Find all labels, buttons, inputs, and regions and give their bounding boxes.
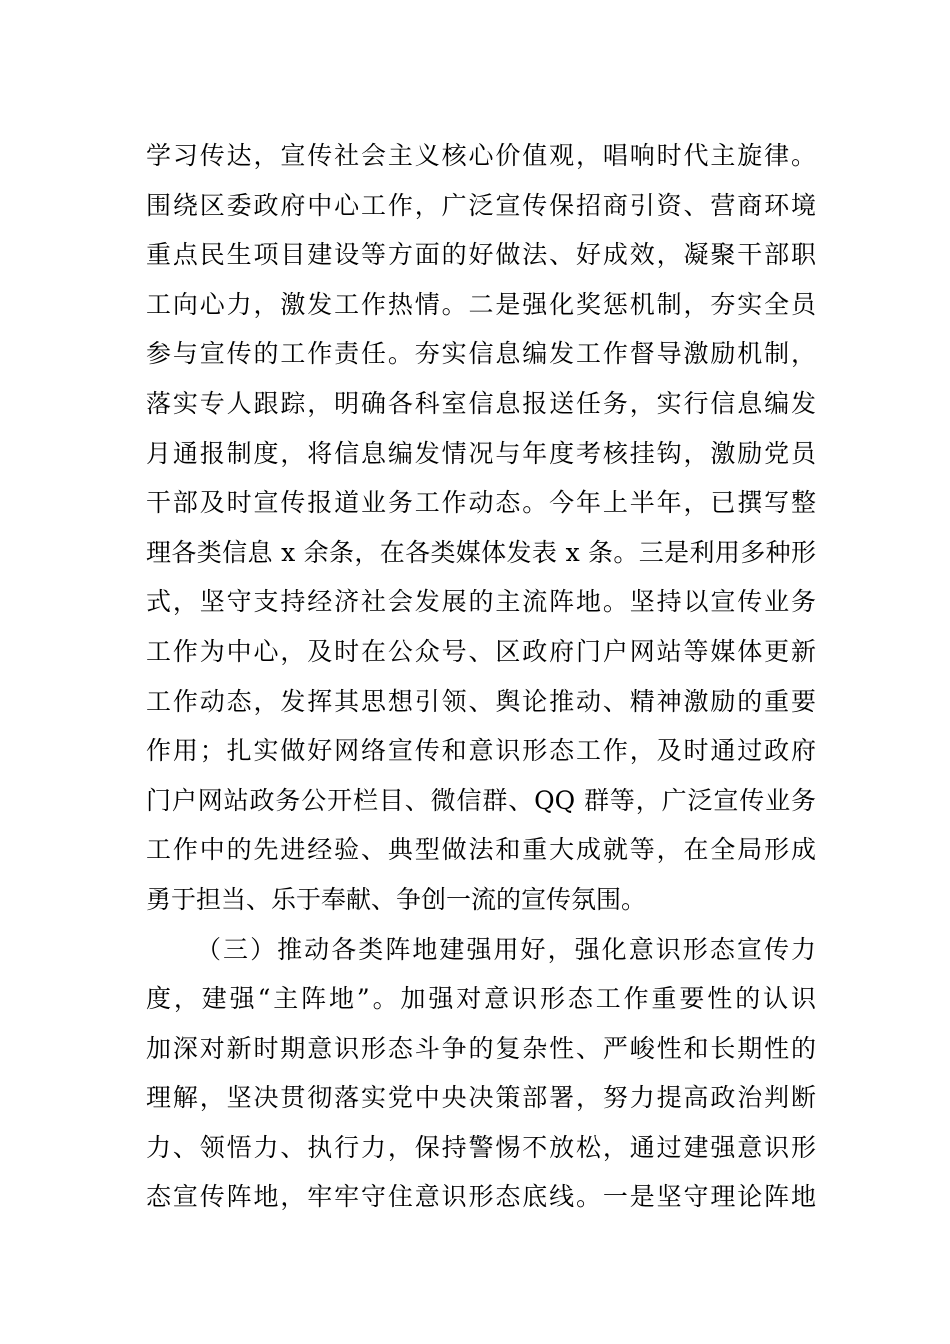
paragraph-line: 围绕区委政府中心工作，广泛宣传保招商引资、营商环境 xyxy=(146,190,816,220)
paragraph-line: 参与宣传的工作责任。夯实信息编发工作督导激励机制， xyxy=(146,339,816,369)
paragraph-line: 度，建强“主阵地”。加强对意识形态工作重要性的认识 xyxy=(146,984,816,1014)
paragraph-line: 加深对新时期意识形态斗争的复杂性、严峻性和长期性的 xyxy=(146,1033,816,1063)
paragraph-line: 工作中的先进经验、典型做法和重大成就等，在全局形成 xyxy=(146,835,816,865)
paragraph-line: 门户网站政务公开栏目、微信群、QQ 群等，广泛宣传业务 xyxy=(146,785,816,815)
paragraph-line: 式，坚守支持经济社会发展的主流阵地。坚持以宣传业务 xyxy=(146,587,816,617)
paragraph-line: 落实专人跟踪，明确各科室信息报送任务，实行信息编发 xyxy=(146,388,816,418)
paragraph-heading-line: （三）推动各类阵地建强用好，强化意识形态宣传力 xyxy=(196,934,816,964)
paragraph-line: 态宣传阵地，牢牢守住意识形态底线。一是坚守理论阵地 xyxy=(146,1182,816,1212)
document-body xyxy=(146,131,816,1222)
paragraph-line: 工向心力，激发工作热情。二是强化奖惩机制，夯实全员 xyxy=(146,289,816,319)
paragraph-line: 工作动态，发挥其思想引领、舆论推动、精神激励的重要 xyxy=(146,686,816,716)
paragraph-line: 重点民生项目建设等方面的好做法、好成效，凝聚干部职 xyxy=(146,240,816,270)
paragraph-line: 作用；扎实做好网络宣传和意识形态工作，及时通过政府 xyxy=(146,736,816,766)
paragraph-line: 学习传达，宣传社会主义核心价值观，唱响时代主旋律。 xyxy=(146,141,816,170)
paragraph-line: 理解，坚决贯彻落实党中央决策部署，努力提高政治判断 xyxy=(146,1083,816,1113)
paragraph-line: 工作为中心，及时在公众号、区政府门户网站等媒体更新 xyxy=(146,636,816,666)
paragraph-line: 勇于担当、乐于奉献、争创一流的宣传氛围。 xyxy=(146,884,647,914)
paragraph-line: 干部及时宣传报道业务工作动态。今年上半年，已撰写整 xyxy=(146,488,816,518)
paragraph-line: 理各类信息 x 余条，在各类媒体发表 x 条。三是利用多种形 xyxy=(146,537,816,567)
paragraph-line: 力、领悟力、执行力，保持警惕不放松，通过建强意识形 xyxy=(146,1132,816,1162)
paragraph-line: 月通报制度，将信息编发情况与年度考核挂钩，激励党员 xyxy=(146,438,816,468)
